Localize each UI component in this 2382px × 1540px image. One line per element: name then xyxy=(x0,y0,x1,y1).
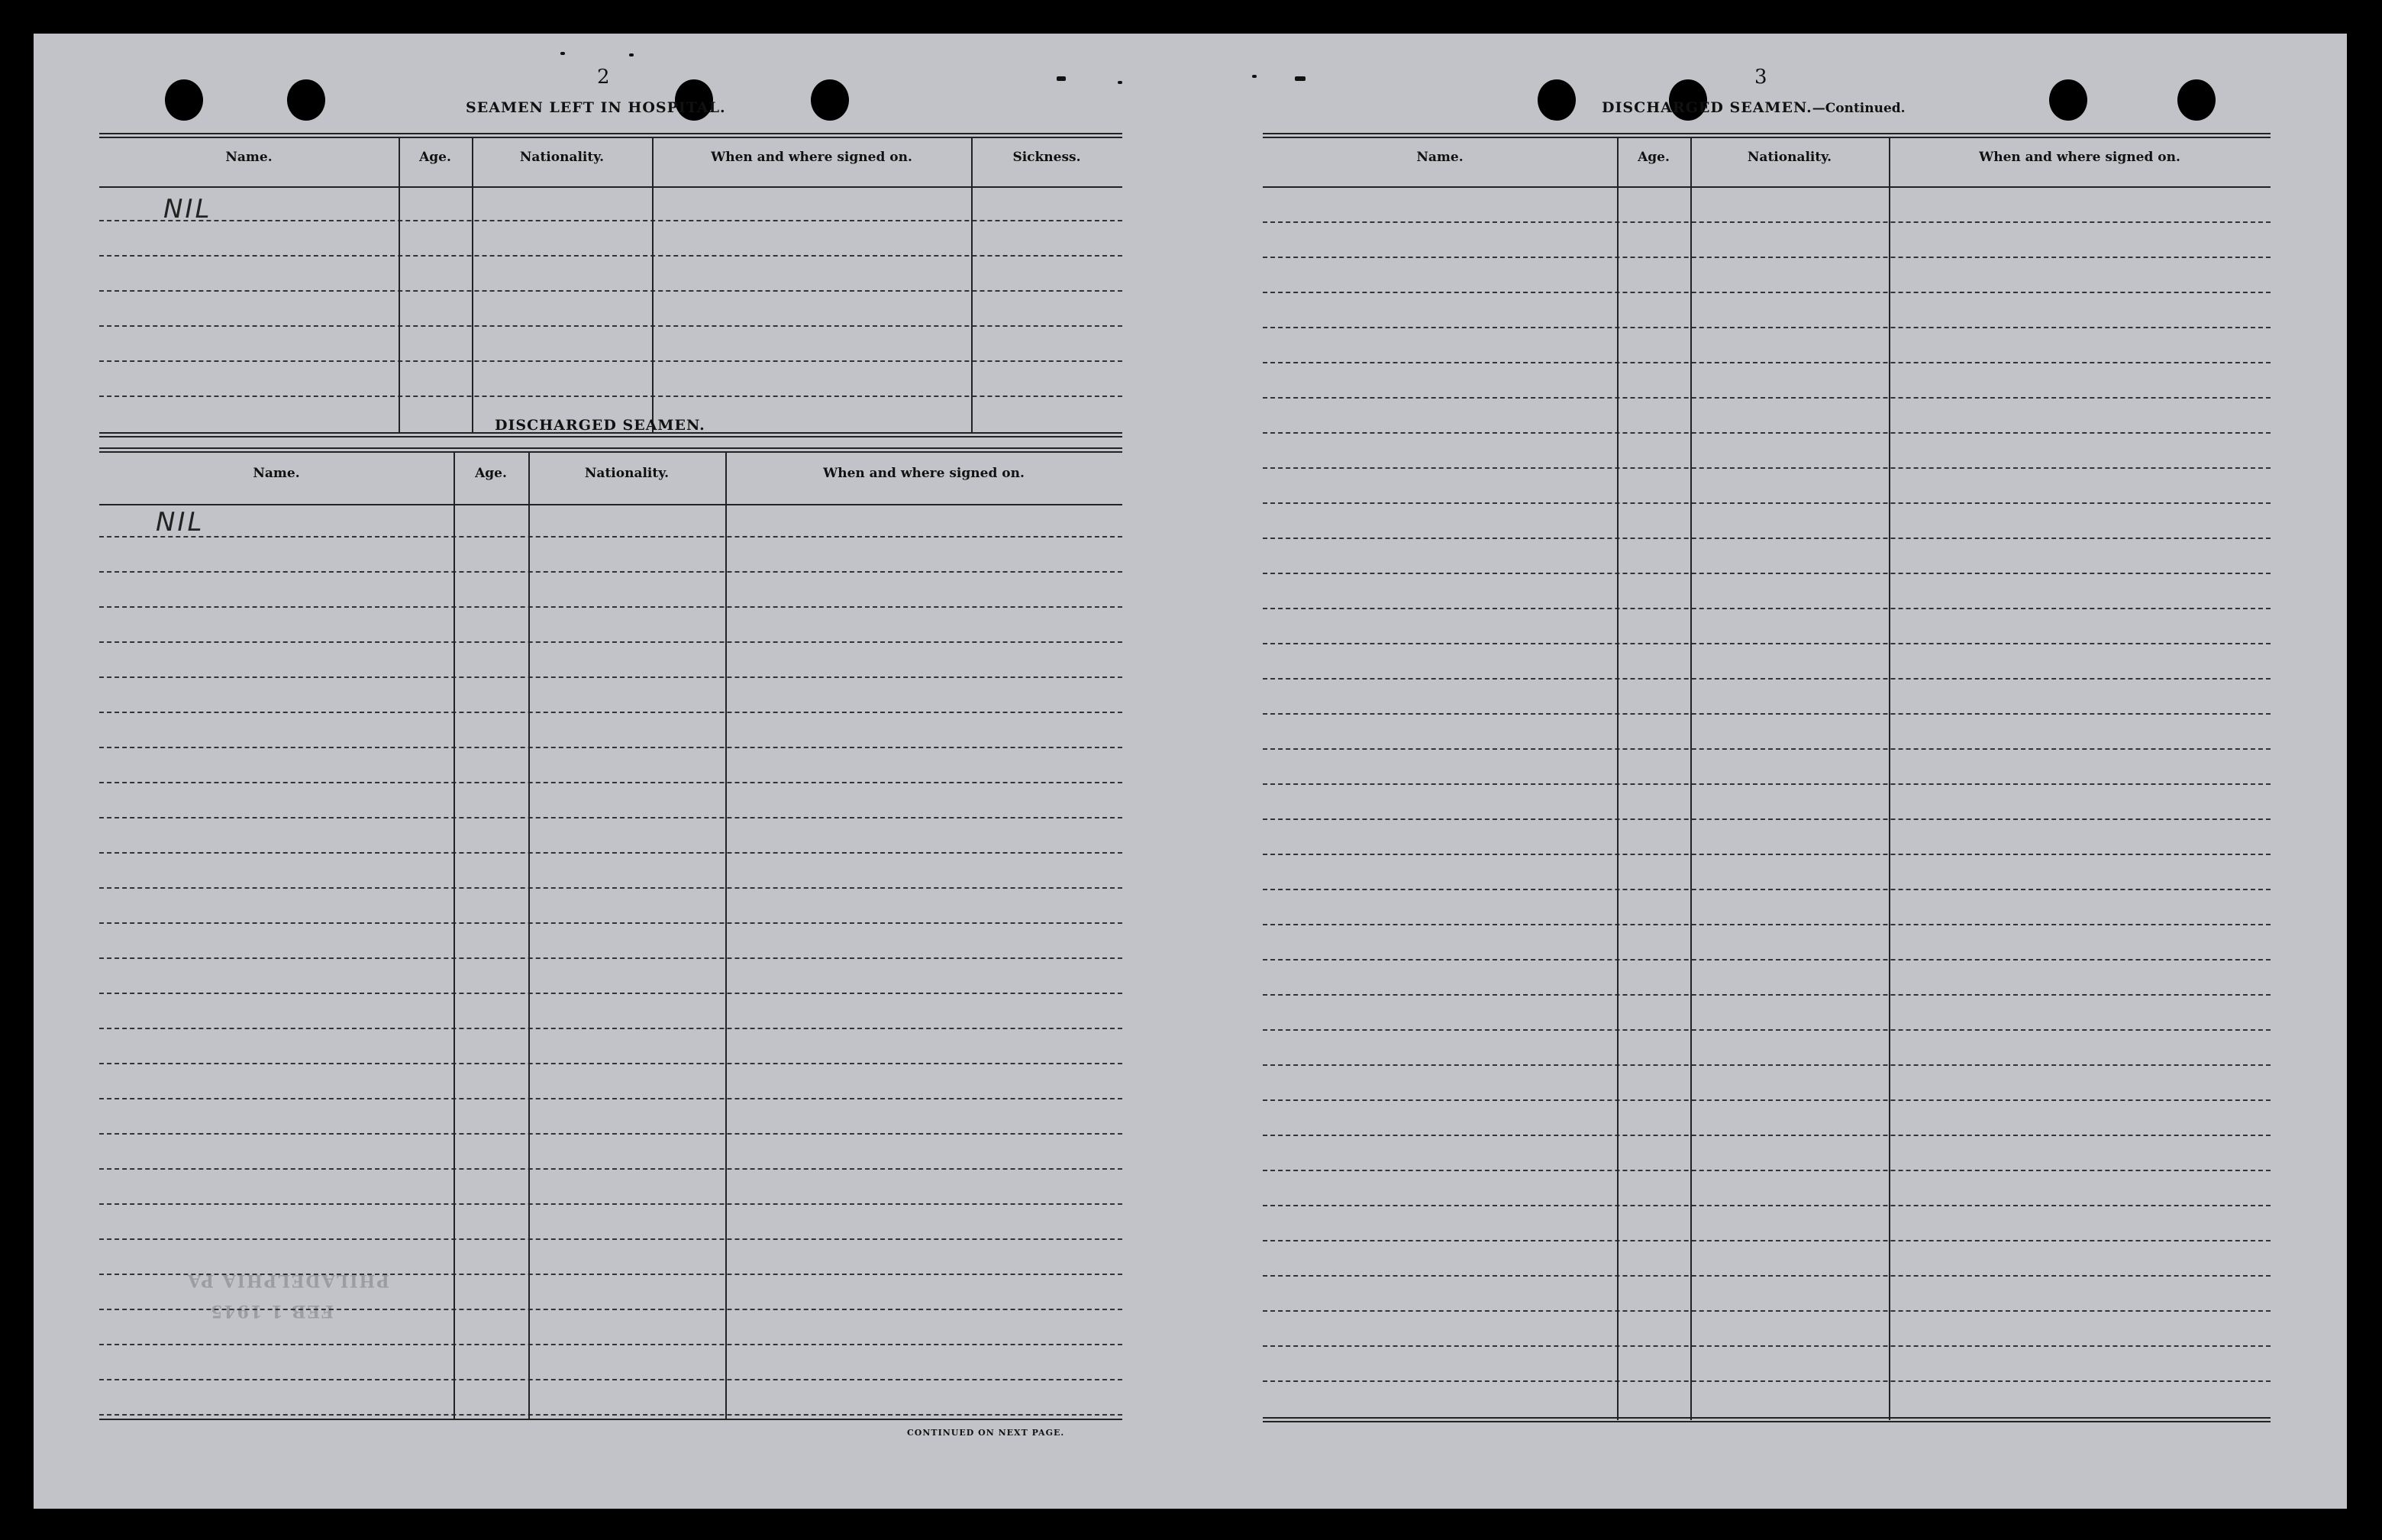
right-row-rule xyxy=(1263,1135,2271,1136)
right-row-rule xyxy=(1263,854,2271,855)
right-title-suffix: —Continued. xyxy=(1812,101,1906,116)
discharged-row-rule xyxy=(99,1133,1122,1135)
right-row-rule xyxy=(1263,924,2271,925)
right-row-rule xyxy=(1263,257,2271,258)
discharged-col-signed-on: When and where signed on. xyxy=(823,466,1025,481)
discharged-section-title: DISCHARGED SEAMEN. xyxy=(495,417,705,434)
right-row-rule xyxy=(1263,889,2271,890)
right-col-divider xyxy=(1690,137,1692,1420)
right-row-rule xyxy=(1263,397,2271,399)
right-row-rule xyxy=(1263,1029,2271,1031)
discharged-row-rule xyxy=(99,1098,1122,1099)
hospital-col-age: Age. xyxy=(419,150,451,165)
discharged-col-divider xyxy=(725,452,727,1420)
right-row-rule xyxy=(1263,818,2271,820)
discharged-row-rule xyxy=(99,641,1122,643)
right-row-rule xyxy=(1263,1310,2271,1312)
discharged-col-nationality: Nationality. xyxy=(584,466,670,481)
discharged-row-rule xyxy=(99,1028,1122,1029)
right-row-rule xyxy=(1263,573,2271,574)
ink-speck xyxy=(629,53,634,56)
right-col-signed-on: When and where signed on. xyxy=(1979,150,2180,165)
hospital-table-top-rule xyxy=(99,133,1122,138)
right-row-rule xyxy=(1263,221,2271,223)
right-row-rule xyxy=(1263,467,2271,469)
discharged-col-name: Name. xyxy=(253,466,300,481)
right-row-rule xyxy=(1263,959,2271,960)
right-row-rule xyxy=(1263,502,2271,504)
hospital-col-signed-on: When and where signed on. xyxy=(711,150,912,165)
discharged-row-rule xyxy=(99,1309,1122,1310)
hospital-col-divider xyxy=(652,137,654,432)
right-row-rule xyxy=(1263,1064,2271,1066)
discharged-row-rule xyxy=(99,922,1122,924)
discharged-row-rule xyxy=(99,1414,1122,1416)
discharged-row-rule xyxy=(99,747,1122,748)
discharged-row-rule xyxy=(99,1379,1122,1380)
punch-hole xyxy=(2177,79,2216,121)
discharged-col-divider xyxy=(528,452,530,1420)
hospital-entry-nil: NIL xyxy=(163,194,212,224)
discharged-table-top-rule xyxy=(99,447,1122,453)
right-row-rule xyxy=(1263,1170,2271,1171)
punch-hole xyxy=(1538,79,1576,121)
ink-speck xyxy=(1252,75,1257,78)
right-section-title xyxy=(1602,99,1906,116)
discharged-row-rule xyxy=(99,676,1122,678)
discharged-row-rule xyxy=(99,536,1122,538)
right-title-text: DISCHARGED SEAMEN. xyxy=(1602,99,1812,116)
right-row-rule xyxy=(1263,1345,2271,1347)
document-sheet xyxy=(34,34,2347,1509)
bleed-through-stamp: PHILADELPHIA PA xyxy=(186,1270,389,1290)
right-row-rule xyxy=(1263,994,2271,996)
discharged-row-rule xyxy=(99,1238,1122,1240)
right-col-divider xyxy=(1617,137,1619,1420)
right-row-rule xyxy=(1263,432,2271,434)
punch-hole xyxy=(287,79,325,121)
right-row-rule xyxy=(1263,538,2271,539)
ink-speck xyxy=(1118,81,1122,84)
discharged-header-rule xyxy=(99,504,1122,505)
discharged-row-rule xyxy=(99,817,1122,818)
right-row-rule xyxy=(1263,362,2271,363)
hospital-section-title: SEAMEN LEFT IN HOSPITAL. xyxy=(466,99,726,116)
discharged-entry-nil: NIL xyxy=(156,507,205,538)
right-header-rule xyxy=(1263,186,2271,188)
discharged-row-rule xyxy=(99,852,1122,854)
discharged-row-rule xyxy=(99,606,1122,608)
continued-footer: CONTINUED ON NEXT PAGE. xyxy=(907,1428,1065,1438)
right-col-divider xyxy=(1889,137,1890,1420)
ink-speck xyxy=(1057,76,1066,81)
hospital-col-sickness: Sickness. xyxy=(1012,150,1081,165)
right-row-rule xyxy=(1263,748,2271,750)
right-row-rule xyxy=(1263,1205,2271,1206)
discharged-row-rule xyxy=(99,957,1122,959)
discharged-row-rule xyxy=(99,712,1122,713)
hospital-row-rule xyxy=(99,395,1122,397)
ink-speck xyxy=(1295,76,1306,81)
right-row-rule xyxy=(1263,608,2271,609)
bleed-through-stamp: FEB 1 1945 xyxy=(209,1301,334,1321)
right-row-rule xyxy=(1263,713,2271,715)
hospital-header-rule xyxy=(99,186,1122,188)
discharged-row-rule xyxy=(99,1344,1122,1345)
discharged-row-rule xyxy=(99,571,1122,573)
hospital-row-rule xyxy=(99,255,1122,257)
right-row-rule xyxy=(1263,292,2271,293)
page-number-left: 2 xyxy=(597,66,610,89)
ink-speck xyxy=(560,52,565,55)
right-row-rule xyxy=(1263,783,2271,785)
right-row-rule xyxy=(1263,327,2271,328)
hospital-col-nationality: Nationality. xyxy=(519,150,605,165)
hospital-row-rule xyxy=(99,290,1122,292)
right-col-age: Age. xyxy=(1638,150,1670,165)
discharged-row-rule xyxy=(99,1063,1122,1064)
hospital-col-divider xyxy=(971,137,973,432)
hospital-row-rule xyxy=(99,360,1122,362)
hospital-row-rule xyxy=(99,325,1122,327)
right-row-rule xyxy=(1263,1099,2271,1101)
hospital-col-name: Name. xyxy=(225,150,273,165)
punch-hole xyxy=(165,79,203,121)
discharged-row-rule xyxy=(99,1168,1122,1170)
right-row-rule xyxy=(1263,1275,2271,1277)
discharged-col-divider xyxy=(453,452,455,1420)
page-number-right: 3 xyxy=(1754,66,1767,89)
discharged-row-rule xyxy=(99,782,1122,783)
right-row-rule xyxy=(1263,643,2271,644)
right-row-rule xyxy=(1263,678,2271,680)
right-col-name: Name. xyxy=(1416,150,1464,165)
hospital-col-divider xyxy=(399,137,400,432)
right-col-nationality: Nationality. xyxy=(1747,150,1832,165)
right-table-bottom-rule xyxy=(1263,1417,2271,1422)
discharged-row-rule xyxy=(99,1274,1122,1275)
right-table-top-rule xyxy=(1263,133,2271,138)
discharged-row-rule xyxy=(99,1203,1122,1205)
discharged-row-rule xyxy=(99,993,1122,994)
discharged-table-bottom-rule xyxy=(99,1419,1122,1420)
punch-hole xyxy=(2049,79,2087,121)
discharged-col-age: Age. xyxy=(475,466,507,481)
hospital-col-divider xyxy=(472,137,473,432)
discharged-row-rule xyxy=(99,887,1122,889)
punch-hole xyxy=(811,79,849,121)
right-row-rule xyxy=(1263,1240,2271,1241)
right-row-rule xyxy=(1263,1380,2271,1382)
hospital-row-rule xyxy=(99,220,1122,221)
